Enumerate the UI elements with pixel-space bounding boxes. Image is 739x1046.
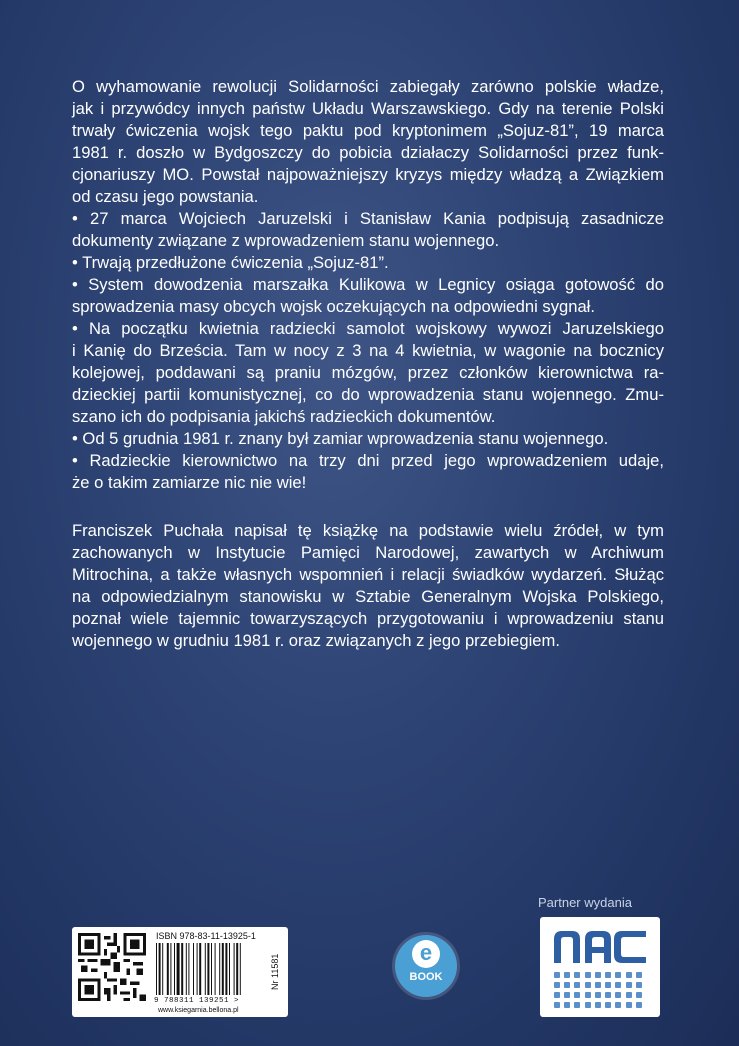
nac-dot (585, 972, 591, 978)
nac-dot (626, 1002, 632, 1008)
catalog-number: Nr 11581 (270, 953, 280, 991)
nac-dot (574, 982, 580, 988)
nac-dot (554, 992, 560, 998)
nac-dot (574, 1002, 580, 1008)
nac-dot (626, 972, 632, 978)
nac-dot (615, 1002, 621, 1008)
nac-dot (595, 982, 601, 988)
text-line: 1981 r. doszło w Bydgoszczy do pobicia działaczy Solidarności przez funk- (72, 143, 664, 162)
publisher-website: www.ksiegarnia.bellona.pl (158, 1007, 239, 1014)
nac-dot (585, 992, 591, 998)
nac-dot (554, 982, 560, 988)
ean-digits: 9 788311 139251 > (154, 997, 240, 1005)
ebook-e-icon: e (412, 940, 440, 968)
text-line: O wyhamowanie rewolucji Solidarności zabiegały zarówno polskie władze, (72, 77, 664, 96)
text-line: trwały ćwiczenia wojsk tego paktu pod kryptonimem „Sojuz-81”, 19 marca (72, 121, 664, 140)
nac-dot (605, 972, 611, 978)
isbn-barcode-panel (72, 927, 288, 1017)
ebook-badge (395, 935, 457, 997)
text-line: od czasu jego powstania. (72, 187, 259, 206)
paragraph-2 (72, 520, 664, 652)
text-line: kolejowej, poddawani są praniu mózgów, przez członków kierownictwa ra- (72, 363, 664, 382)
text-line: że o takim zamiarze nic nie wie! (72, 473, 307, 492)
text-line: Mitrochina, a także własnych wspomnień i relacji świadków wydarzeń. Służąc (72, 565, 664, 584)
nac-dot (564, 982, 570, 988)
nac-dot (574, 992, 580, 998)
nac-dot (595, 972, 601, 978)
text-line: dzieckiej partii komunistycznej, co do wprowadzenia stanu wojennego. Zmu- (72, 385, 664, 404)
paragraph-gap (72, 494, 664, 520)
nac-dot (605, 992, 611, 998)
nac-dot (615, 982, 621, 988)
text-line: sprowadzenia masy obcych wojsk oczekujących na odpowiedni sygnał. (72, 297, 595, 316)
nac-dot (615, 972, 621, 978)
bullet-line: • Radzieckie kierownictwo na trzy dni przed jego wprowadzeniem udaje, (72, 451, 664, 470)
nac-dot (626, 982, 632, 988)
bullet-line: • Od 5 grudnia 1981 r. znany był zamiar wprowadzenia stanu wojennego. (72, 429, 609, 448)
isbn-number: ISBN 978-83-11-13925-1 (156, 931, 256, 941)
nac-dot (564, 992, 570, 998)
back-cover-blurb (72, 76, 664, 652)
nac-dot (564, 1002, 570, 1008)
bullet-line: • Trwają przedłużone ćwiczenia „Sojuz-81”. (72, 253, 389, 272)
nac-dot (574, 972, 580, 978)
nac-dot (585, 982, 591, 988)
text-line: poznał wiele tajemnic towarzyszących przygotowaniu i wprowadzeniu stanu (72, 609, 664, 628)
nac-dot (615, 992, 621, 998)
nac-dot (636, 1002, 642, 1008)
text-line: zachowanych w Instytucie Pamięci Narodowej, zawartych w Archiwum (72, 543, 664, 562)
ebook-label: BOOK (409, 971, 443, 983)
nac-dot (554, 972, 560, 978)
bullet-line: • System dowodzenia marszałka Kulikowa w Legnicy osiąga gotowość do (72, 275, 664, 294)
nac-dot-grid (554, 972, 646, 1006)
nac-dot (636, 992, 642, 998)
paragraph-1 (72, 76, 664, 494)
nac-dot (595, 1002, 601, 1008)
text-line: szano ich do podpisania jakichś radzieckich dokumentów. (72, 407, 496, 426)
nac-dot (595, 992, 601, 998)
text-line: Franciszek Puchała napisał tę książkę na podstawie wielu źródeł, w tym (72, 521, 664, 540)
nac-dot (636, 972, 642, 978)
bullet-line: • 27 marca Wojciech Jaruzelski i Stanisław Kania podpisują zasadnicze (72, 209, 664, 228)
nac-dot (626, 992, 632, 998)
nac-dot (605, 982, 611, 988)
nac-logo-panel (540, 917, 660, 1017)
nac-dot (554, 1002, 560, 1008)
ean-barcode-icon (156, 943, 264, 995)
nac-dot (564, 972, 570, 978)
text-line: jak i przywódcy innych państw Układu Warszawskiego. Gdy na terenie Polski (72, 99, 664, 118)
text-line: i Kanię do Brześcia. Tam w nocy z 3 na 4 kwietnia, w wagonie na bocznicy (72, 341, 664, 360)
bullet-line: • Na początku kwietnia radziecki samolot wojskowy wywozi Jaruzelskiego (72, 319, 664, 338)
nac-dot (605, 1002, 611, 1008)
nac-dot (585, 1002, 591, 1008)
text-line: cjonariuszy MO. Powstał najpoważniejszy kryzys między władzą a Związkiem (72, 165, 664, 184)
text-line: wojennego w grudniu 1981 r. oraz związanych z jego przebiegiem. (72, 631, 560, 650)
text-line: dokumenty związane z wprowadzeniem stanu wojennego. (72, 231, 500, 250)
nac-dot (636, 982, 642, 988)
nac-logo-icon (552, 929, 648, 965)
text-line: na odpowiedzialnym stanowisku w Sztabie Generalnym Wojska Polskiego, (72, 587, 664, 606)
qr-code-icon (78, 933, 146, 1001)
partner-label: Partner wydania (538, 895, 632, 910)
